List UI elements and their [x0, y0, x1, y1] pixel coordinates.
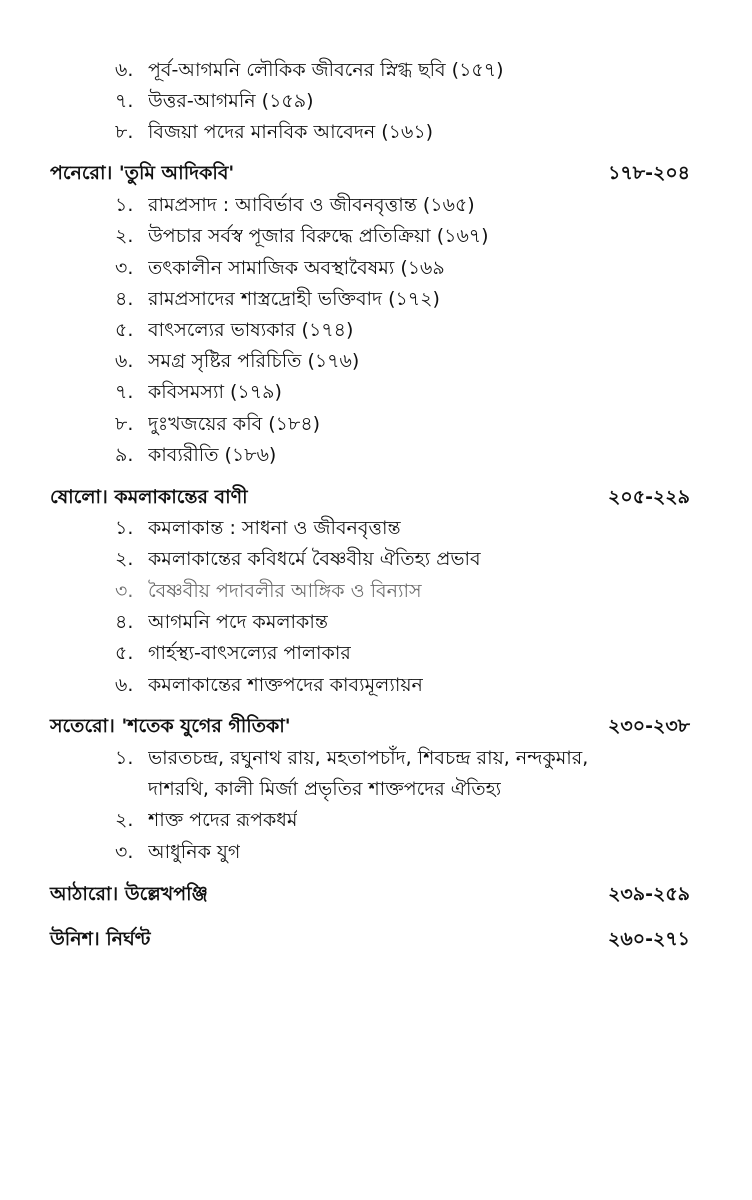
- item-number: ২.: [115, 809, 134, 831]
- item-number: ১.: [115, 747, 134, 769]
- list-item: [0, 544, 752, 574]
- item-text: ভারতচন্দ্র, রঘুনাথ রায়, মহতাপচাঁদ, শিবচন্দ্র রায়, নন্দকুমার,: [148, 747, 589, 769]
- item-number: ৩.: [115, 841, 134, 863]
- item-text: উপচার সর্বস্ব পূজার বিরুদ্ধে প্রতিক্রিয়া (১৬৭): [148, 225, 489, 247]
- list-item: [0, 513, 752, 543]
- item-text: কমলাকান্তের শাক্তপদের কাব্যমূল্যায়ন: [148, 674, 423, 696]
- item-number: ৩.: [115, 257, 134, 279]
- item-number: ৬.: [115, 59, 134, 81]
- chapter-pages: ২০৫-২২৯: [608, 486, 690, 508]
- item-text: বৈষ্ণবীয় পদাবলীর আঙ্গিক ও বিন্যাস: [148, 580, 422, 602]
- chapter-title: ষোলো। কমলাকান্তের বাণী: [50, 486, 248, 508]
- chapter-heading: [0, 924, 752, 954]
- chapter-heading: [0, 482, 752, 512]
- list-item-continuation: [0, 774, 752, 804]
- item-number: ১.: [115, 194, 134, 216]
- list-item: [0, 315, 752, 345]
- item-number: ৫.: [115, 642, 134, 664]
- list-item: [0, 190, 752, 220]
- item-text: কবিসমস্যা (১৭৯): [148, 381, 282, 403]
- list-item: [0, 638, 752, 668]
- chapter-pages: ১৭৮-২০৪: [608, 162, 690, 184]
- item-text: উত্তর-আগমনি (১৫৯): [148, 90, 314, 112]
- item-text: কমলাকান্ত : সাধনা ও জীবনবৃত্তান্ত: [148, 517, 401, 539]
- list-item: [0, 346, 752, 376]
- chapter-pages: ২৩০-২৩৮: [608, 715, 690, 737]
- list-item: [0, 284, 752, 314]
- item-text: দাশরথি, কালী মির্জা প্রভৃতির শাক্তপদের ঐতিহ্য: [148, 778, 502, 800]
- item-text: রামপ্রসাদের শাস্ত্রদ্রোহী ভক্তিবাদ (১৭২): [148, 288, 440, 310]
- list-item: [0, 440, 752, 470]
- list-item: [0, 117, 752, 147]
- list-item: [0, 837, 752, 867]
- chapter-pages: ২৬০-২৭১: [608, 928, 690, 950]
- list-item: [0, 670, 752, 700]
- item-number: ৬.: [115, 350, 134, 372]
- list-item: [0, 377, 752, 407]
- item-number: ৮.: [115, 413, 134, 435]
- item-text: কমলাকান্তের কবিধর্মে বৈষ্ণবীয় ঐতিহ্য প্রভাব: [148, 548, 481, 570]
- list-item: [0, 253, 752, 283]
- list-item: [0, 743, 752, 773]
- item-text: রামপ্রসাদ : আবির্ভাব ও জীবনবৃত্তান্ত (১৬৫): [148, 194, 475, 216]
- item-number: ৭.: [115, 90, 134, 112]
- item-text: তৎকালীন সামাজিক অবস্থাবৈষম্য (১৬৯: [148, 257, 445, 279]
- list-item: [0, 55, 752, 85]
- list-item: [0, 221, 752, 251]
- list-item: [0, 607, 752, 637]
- item-number: ৮.: [115, 121, 134, 143]
- list-item: [0, 576, 752, 606]
- item-text: বিজয়া পদের মানবিক আবেদন (১৬১): [148, 121, 434, 143]
- chapter-title: পনেরো। 'তুমি আদিকবি': [50, 162, 235, 184]
- item-text: কাব্যরীতি (১৮৬): [148, 444, 277, 466]
- item-number: ২.: [115, 548, 134, 570]
- chapter-title: উনিশ। নির্ঘণ্ট: [50, 928, 151, 950]
- chapter-title: সতেরো। 'শতেক যুগের গীতিকা': [50, 715, 291, 737]
- item-number: ৬.: [115, 674, 134, 696]
- item-text: সমগ্র সৃষ্টির পরিচিতি (১৭৬): [148, 350, 360, 372]
- item-number: ২.: [115, 225, 134, 247]
- chapter-pages: ২৩৯-২৫৯: [608, 883, 690, 905]
- list-item: [0, 409, 752, 439]
- item-text: বাৎসল্যের ভাষ্যকার (১৭৪): [148, 319, 354, 341]
- item-number: ৫.: [115, 319, 134, 341]
- item-number: ৪.: [115, 611, 134, 633]
- item-text: দুঃখজয়ের কবি (১৮৪): [148, 413, 321, 435]
- list-item: [0, 86, 752, 116]
- item-number: ৭.: [115, 381, 134, 403]
- chapter-heading: [0, 879, 752, 909]
- item-text: শাক্ত পদের রূপকধর্ম: [148, 809, 298, 831]
- item-number: ১.: [115, 517, 134, 539]
- item-number: ৯.: [115, 444, 134, 466]
- list-item: [0, 805, 752, 835]
- item-text: আগমনি পদে কমলাকান্ত: [148, 611, 328, 633]
- chapter-heading: [0, 711, 752, 741]
- chapter-heading: [0, 158, 752, 188]
- item-text: আধুনিক যুগ: [148, 841, 241, 863]
- item-text: পূর্ব-আগমনি লৌকিক জীবনের স্নিগ্ধ ছবি (১৫৭): [148, 59, 504, 81]
- item-number: ৩.: [115, 580, 134, 602]
- item-number: ৪.: [115, 288, 134, 310]
- chapter-title: আঠারো। উল্লেখপঞ্জি: [50, 883, 208, 905]
- item-text: গার্হস্থ্য-বাৎসল্যের পালাকার: [148, 642, 351, 664]
